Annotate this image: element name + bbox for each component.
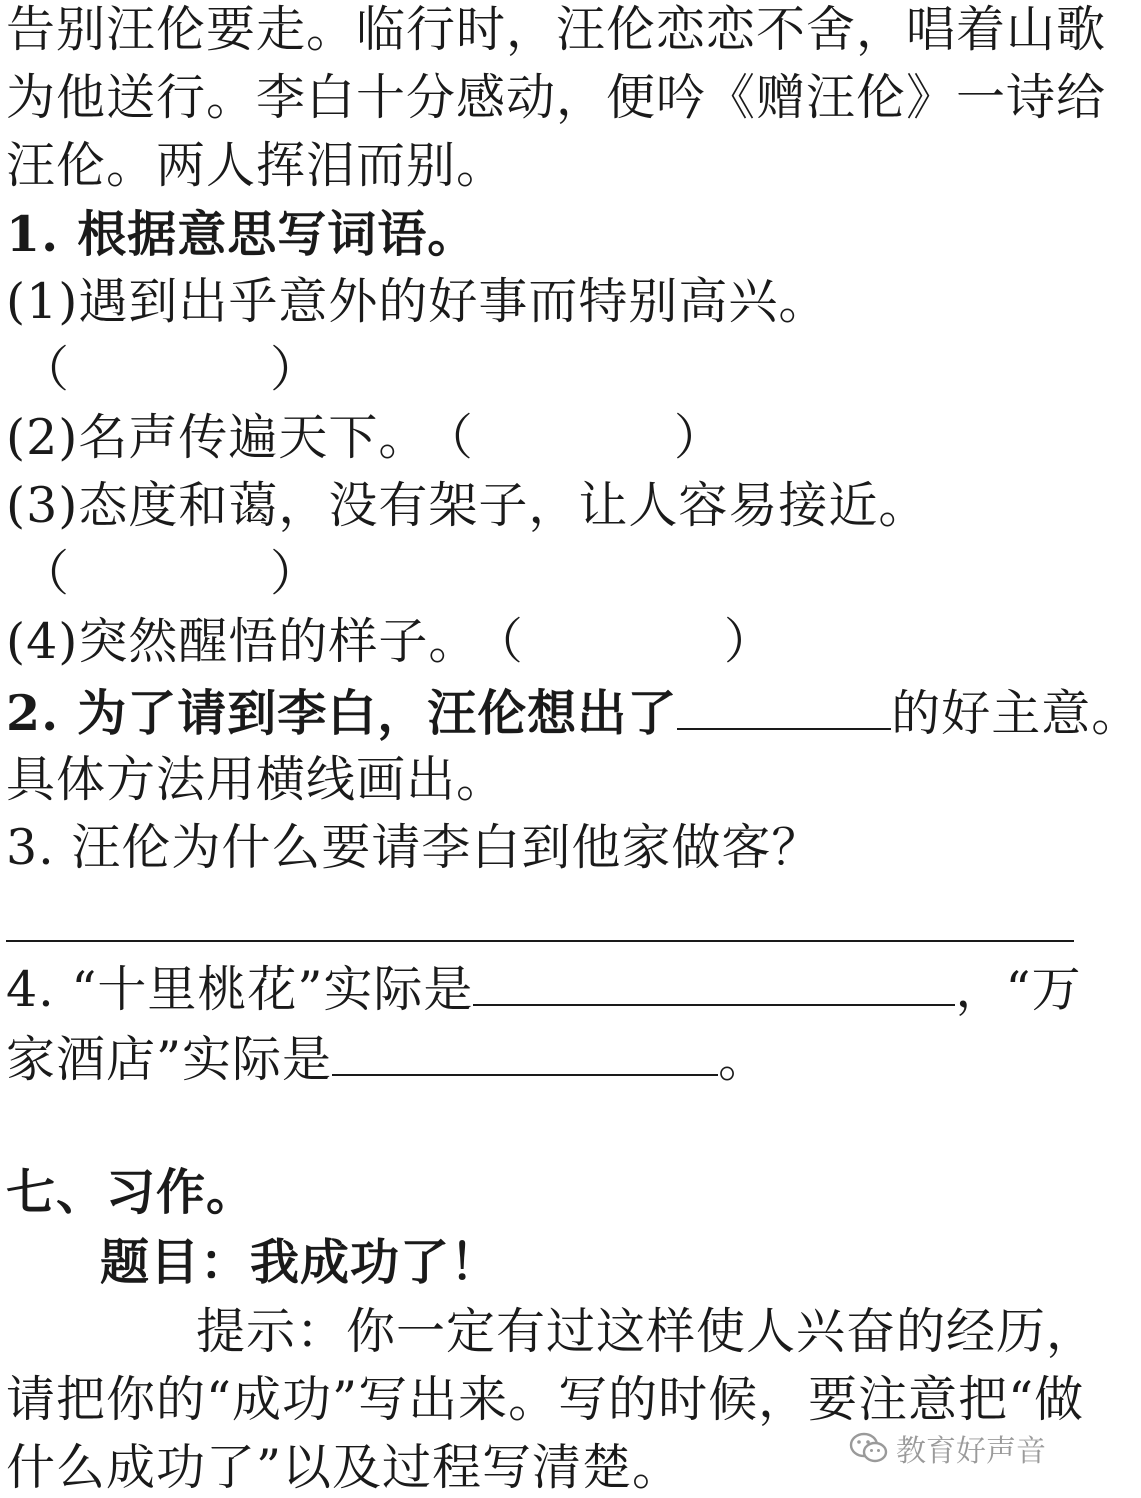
composition-topic: 题目：我成功了！ <box>100 1233 501 1291</box>
question-4-middle: ，“万 <box>955 961 1082 1018</box>
question-1-item-2-text: (2)名声传遍天下。 <box>6 409 429 466</box>
composition-hint-line-2: 请把你的“成功”写出来。写的时候，要注意把“做 <box>6 1371 1085 1428</box>
watermark <box>848 1426 1046 1470</box>
watermark-text: 教育好声音 <box>896 1434 1046 1469</box>
story-line-3: 汪伦。两人挥泪而别。 <box>6 137 507 194</box>
question-2-suffix: 的好主意。 <box>891 685 1141 742</box>
question-4-blank-1[interactable] <box>473 958 955 1006</box>
question-3-answer-line[interactable] <box>6 940 1074 942</box>
composition-hint-line-1: 提示：你一定有过这样使人兴奋的经历， <box>196 1303 1097 1360</box>
section-7-heading: 七、习作。 <box>6 1163 257 1221</box>
question-1-item-3: (3)态度和蔼，没有架子，让人容易接近。 <box>6 477 929 534</box>
question-2 <box>6 682 1141 744</box>
question-2-prefix: 2. 为了请到李白，汪伦想出了 <box>6 684 678 742</box>
wechat-icon <box>848 1431 888 1465</box>
question-1-item-1: (1)遇到出乎意外的好事而特别高兴。 <box>6 273 829 330</box>
question-4-line-2-suffix: 。 <box>718 1031 769 1088</box>
question-4-blank-2[interactable] <box>332 1028 718 1076</box>
question-2-blank[interactable] <box>677 682 891 730</box>
answer-blank-2[interactable]: （ ） <box>448 409 724 466</box>
question-1-item-4 <box>6 612 774 672</box>
answer-blank-4[interactable]: （ ） <box>498 613 774 670</box>
answer-blank-3[interactable]: （ ） <box>20 545 321 602</box>
question-4-line-2-prefix: 家酒店”实际是 <box>6 1031 333 1088</box>
story-line-1: 告别汪伦要走。临行时，汪伦恋恋不舍，唱着山歌 <box>6 1 1107 58</box>
answer-blank-1[interactable]: （ ） <box>20 341 321 398</box>
question-1-item-2 <box>6 408 724 468</box>
question-4-line-2 <box>6 1028 768 1090</box>
question-3: 3. 汪伦为什么要请李白到他家做客？ <box>6 819 822 876</box>
question-2-line-2: 具体方法用横线画出。 <box>6 751 507 808</box>
question-1-title: 1. 根据意思写词语。 <box>6 205 478 263</box>
question-4-prefix: 4. “十里桃花”实际是 <box>6 961 474 1018</box>
question-4 <box>6 958 1082 1020</box>
story-line-2: 为他送行。李白十分感动，便吟《赠汪伦》一诗给 <box>6 69 1107 126</box>
question-1-item-4-text: (4)突然醒悟的样子。 <box>6 613 479 670</box>
composition-hint-line-3: 什么成功了”以及过程写清楚。 <box>6 1439 683 1496</box>
